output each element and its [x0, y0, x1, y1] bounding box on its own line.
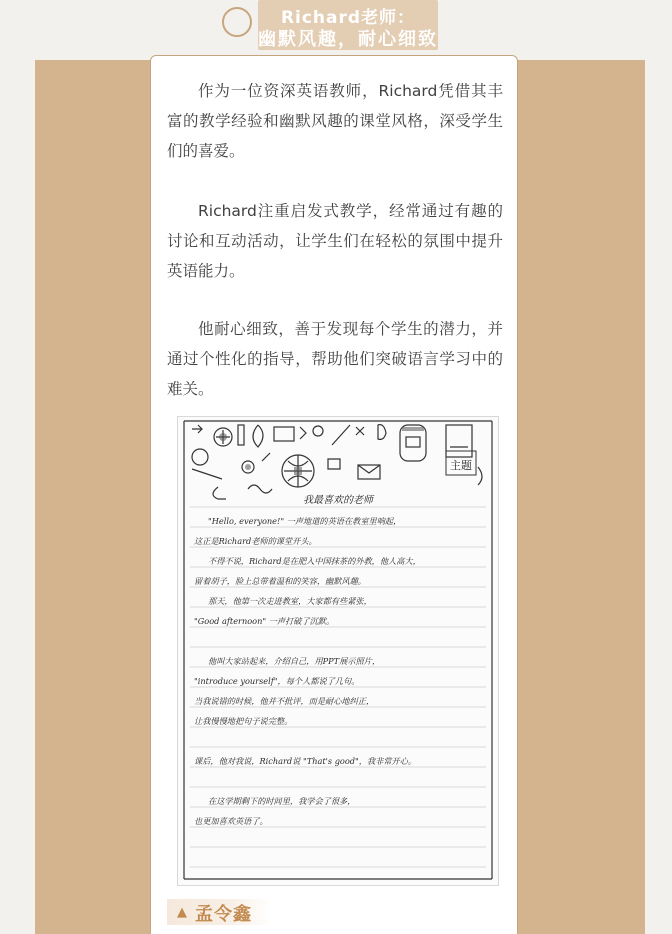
- essay-sheet: [178, 417, 498, 885]
- doodle-border: [184, 421, 492, 879]
- header-title-line2: 幽默风趣，耐心细致: [258, 29, 438, 50]
- note-line: "Hello, everyone!" 一声地道的英语在教室里响起，: [208, 516, 402, 526]
- note-line: 不得不说，Richard是在肥入中国抹茶的外教，他人高大，: [208, 556, 421, 566]
- note-title: 我最喜欢的老师: [303, 495, 373, 506]
- note-line: 留着胡子，脸上总带着温和的笑容，幽默风趣。: [194, 576, 366, 586]
- paragraph-3: 他耐心细致，善于发现每个学生的潜力，并通过个性化的指导，帮助他们突破语言学习中的难关。: [167, 320, 503, 398]
- handwritten-essay-image: [177, 416, 499, 886]
- paragraph-1: 作为一位资深英语教师，Richard凭借其丰富的教学经验和幽默风趣的课堂风格，深受学生们的喜爱。: [167, 82, 503, 160]
- note-line: 他叫大家站起来，介绍自己，用PPT展示照片，: [208, 656, 381, 666]
- note-line: "Good afternoon" 一声打破了沉默。: [194, 616, 335, 626]
- header-circle-icon: [222, 7, 252, 37]
- note-line: 也更加喜欢英语了。: [194, 816, 268, 826]
- handwriting: [194, 516, 421, 826]
- note-line: 那天，他第一次走进教室，大家都有些紧张，: [208, 596, 372, 606]
- section-header: [222, 0, 444, 52]
- note-tag: 主题: [450, 459, 472, 472]
- caption-label: [167, 899, 271, 925]
- note-line: 让我慢慢地把句子说完整。: [194, 716, 293, 726]
- paragraph-2: Richard注重启发式教学，经常通过有趣的讨论和互动活动，让学生们在轻松的氛围中提升英语能力。: [167, 202, 503, 280]
- note-line: 当我说错的时候，他并不批评，而是耐心地纠正，: [194, 696, 375, 706]
- note-line: 这正是Richard老师的课堂开头。: [194, 536, 317, 546]
- note-line: 课后，他对我说，Richard说 "That's good"，我非常开心。: [194, 756, 417, 766]
- content-card: [150, 55, 518, 934]
- note-line: 在这学期剩下的时间里，我学会了很多，: [208, 796, 356, 806]
- note-line: "introduce yourself"，每个人都说了几句。: [194, 676, 360, 686]
- header-title-line1: Richard老师：: [280, 8, 416, 28]
- triangle-icon: ▲: [177, 905, 187, 920]
- student-name: 孟令鑫: [195, 904, 252, 925]
